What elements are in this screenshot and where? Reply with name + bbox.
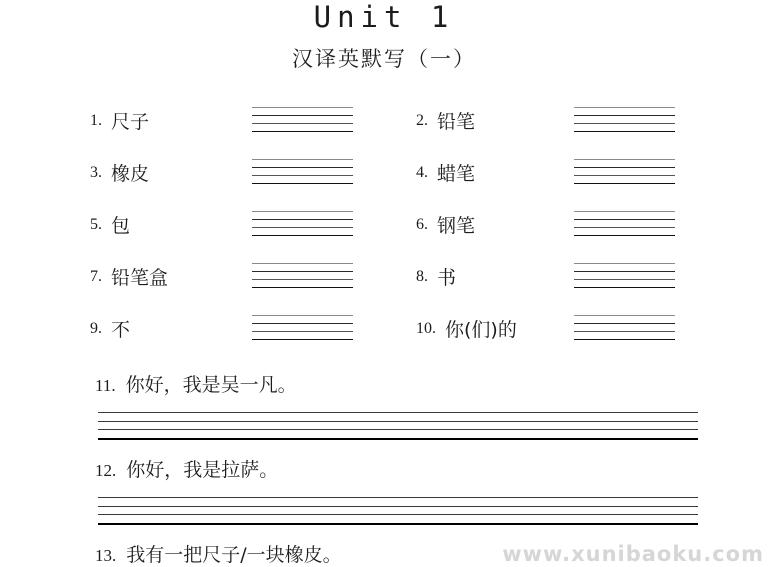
four-line-answer-guide xyxy=(574,107,675,132)
four-line-answer-guide xyxy=(252,107,353,132)
item-number: 5. xyxy=(90,215,102,233)
vocab-list xyxy=(0,95,768,355)
sentence-text-row xyxy=(95,455,768,481)
four-line-answer-guide xyxy=(252,263,353,288)
vocab-item xyxy=(90,95,353,147)
sentence-section xyxy=(0,370,768,566)
item-word: 你(们)的 xyxy=(445,319,517,342)
four-line-answer-guide xyxy=(574,263,675,288)
item-word: 尺子 xyxy=(111,111,150,134)
sentence-text: 我有一把尺子/一块橡皮。 xyxy=(126,543,342,566)
item-word: 钢笔 xyxy=(437,215,476,238)
item-number: 1. xyxy=(90,111,102,129)
sentence-number: 13. xyxy=(95,545,117,565)
vocab-item xyxy=(416,147,675,199)
sentence-text: 你好，我是拉萨。 xyxy=(126,458,279,481)
item-number: 2. xyxy=(416,111,428,129)
four-line-answer-guide xyxy=(574,159,675,184)
item-word: 铅笔 xyxy=(437,111,476,134)
vocab-item xyxy=(90,147,353,199)
item-number: 4. xyxy=(416,163,428,181)
sentence-number: 11. xyxy=(95,375,116,395)
sentence-item xyxy=(0,370,768,440)
watermark: www.xunibaoku.com xyxy=(502,542,764,566)
unit-title: Unit 1 xyxy=(313,0,455,34)
four-line-answer-block xyxy=(98,497,698,525)
vocab-row xyxy=(0,303,768,355)
item-word: 不 xyxy=(111,319,131,342)
four-line-answer-block xyxy=(98,412,698,440)
four-line-answer-guide xyxy=(574,315,675,340)
item-word: 橡皮 xyxy=(111,163,150,186)
worksheet-subtitle: 汉译英默写（一） xyxy=(292,46,476,71)
vocab-row xyxy=(0,147,768,199)
item-word: 书 xyxy=(437,267,457,290)
vocab-item xyxy=(416,303,675,355)
vocab-item xyxy=(90,303,353,355)
sentence-text: 你好，我是吴一凡。 xyxy=(125,373,297,396)
item-word: 蜡笔 xyxy=(437,163,476,186)
vocab-item xyxy=(416,251,675,303)
vocab-item xyxy=(90,199,353,251)
item-word: 包 xyxy=(111,215,131,238)
sentence-number: 12. xyxy=(95,460,117,480)
four-line-answer-guide xyxy=(252,159,353,184)
sentence-item xyxy=(0,455,768,525)
item-word: 铅笔盒 xyxy=(111,267,169,290)
four-line-answer-guide xyxy=(574,211,675,236)
item-number: 7. xyxy=(90,267,102,285)
item-number: 3. xyxy=(90,163,102,181)
vocab-row xyxy=(0,199,768,251)
four-line-answer-guide xyxy=(252,211,353,236)
four-line-answer-guide xyxy=(252,315,353,340)
item-number: 10. xyxy=(416,319,436,337)
vocab-item xyxy=(90,251,353,303)
vocab-row xyxy=(0,251,768,303)
item-number: 6. xyxy=(416,215,428,233)
vocab-row xyxy=(0,95,768,147)
item-number: 9. xyxy=(90,319,102,337)
vocab-item xyxy=(416,199,675,251)
vocab-item xyxy=(416,95,675,147)
item-number: 8. xyxy=(416,267,428,285)
sentence-text-row xyxy=(95,370,768,396)
